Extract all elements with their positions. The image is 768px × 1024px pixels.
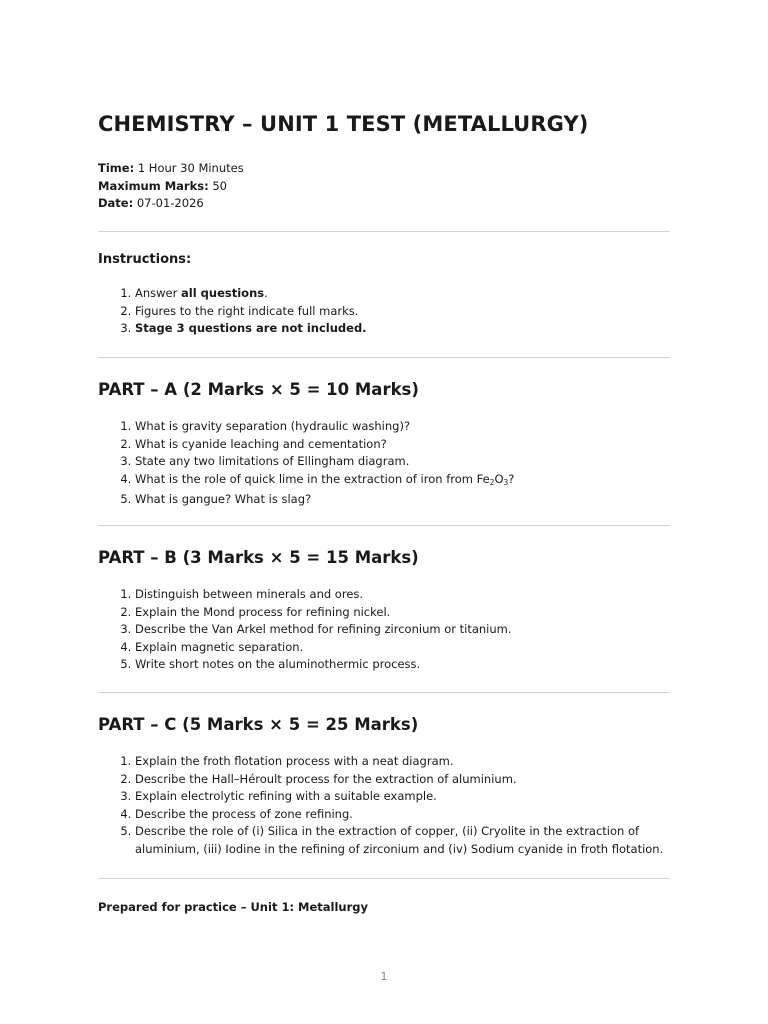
list-item: 1. Distinguish between minerals and ores.	[135, 586, 670, 604]
list-item: 5. Describe the role of (i) Silica in the extraction of copper, (ii) Cryolite in the extraction of aluminium, (iii) Iodine in the refining of zirconium and (iv) Sodium cyanide in froth flotation.	[135, 823, 670, 858]
instructions-heading: Instructions:	[98, 252, 192, 267]
marks-label: Maximum Marks:	[98, 178, 209, 193]
list-item: 2. Describe the Hall–Héroult process for the extraction of aluminium.	[135, 771, 670, 789]
divider	[98, 692, 670, 693]
time-value: 1 Hour 30 Minutes	[137, 161, 244, 175]
list-item: 3. Describe the Van Arkel method for refining zirconium or titanium.	[135, 621, 670, 639]
list-item: 2. What is cyanide leaching and cementation?	[135, 436, 670, 454]
list-item: 1. Answer all questions.	[135, 285, 670, 303]
list-item: 4. Explain magnetic separation.	[135, 639, 670, 657]
divider	[98, 878, 670, 879]
divider	[98, 231, 670, 232]
list-item: 4. Describe the process of zone refining.	[135, 806, 670, 824]
part-a-questions	[98, 418, 670, 509]
list-item: 1. What is gravity separation (hydraulic washing)?	[135, 418, 670, 436]
list-item: 3. Explain electrolytic refining with a suitable example.	[135, 788, 670, 806]
page-number: 1	[380, 970, 388, 983]
time-row	[98, 160, 244, 178]
divider	[98, 525, 670, 526]
time-label: Time:	[98, 161, 135, 175]
instructions-list	[98, 285, 670, 338]
list-item: 2. Figures to the right indicate full marks.	[135, 303, 670, 321]
date-row	[98, 195, 244, 213]
list-item: 5. What is gangue? What is slag?	[135, 491, 670, 509]
test-meta	[98, 160, 244, 213]
part-c-questions	[98, 753, 670, 858]
date-label: Date:	[98, 196, 134, 210]
part-c-heading: PART – C (5 Marks × 5 = 25 Marks)	[98, 715, 419, 734]
date-value: 07-01-2026	[136, 196, 204, 210]
marks-row	[98, 178, 244, 196]
part-b-questions	[98, 586, 670, 674]
part-a-heading: PART – A (2 Marks × 5 = 10 Marks)	[98, 380, 419, 399]
list-item: 3. Stage 3 questions are not included.	[135, 320, 670, 338]
list-item: 1. Explain the froth flotation process with a neat diagram.	[135, 753, 670, 771]
list-item: 4. What is the role of quick lime in the extraction of iron from $Fe_2O_3$?	[135, 471, 670, 492]
list-item: 2. Explain the Mond process for refining nickel.	[135, 604, 670, 622]
part-b-heading: PART – B (3 Marks × 5 = 15 Marks)	[98, 548, 419, 567]
footer-note: Prepared for practice – Unit 1: Metallurgy	[98, 900, 369, 914]
marks-value: 50	[212, 178, 227, 193]
page-title: CHEMISTRY – UNIT 1 TEST (METALLURGY)	[98, 112, 589, 136]
list-item: 5. Write short notes on the aluminothermic process.	[135, 656, 670, 674]
list-item: 3. State any two limitations of Ellingham diagram.	[135, 453, 670, 471]
divider	[98, 357, 670, 358]
